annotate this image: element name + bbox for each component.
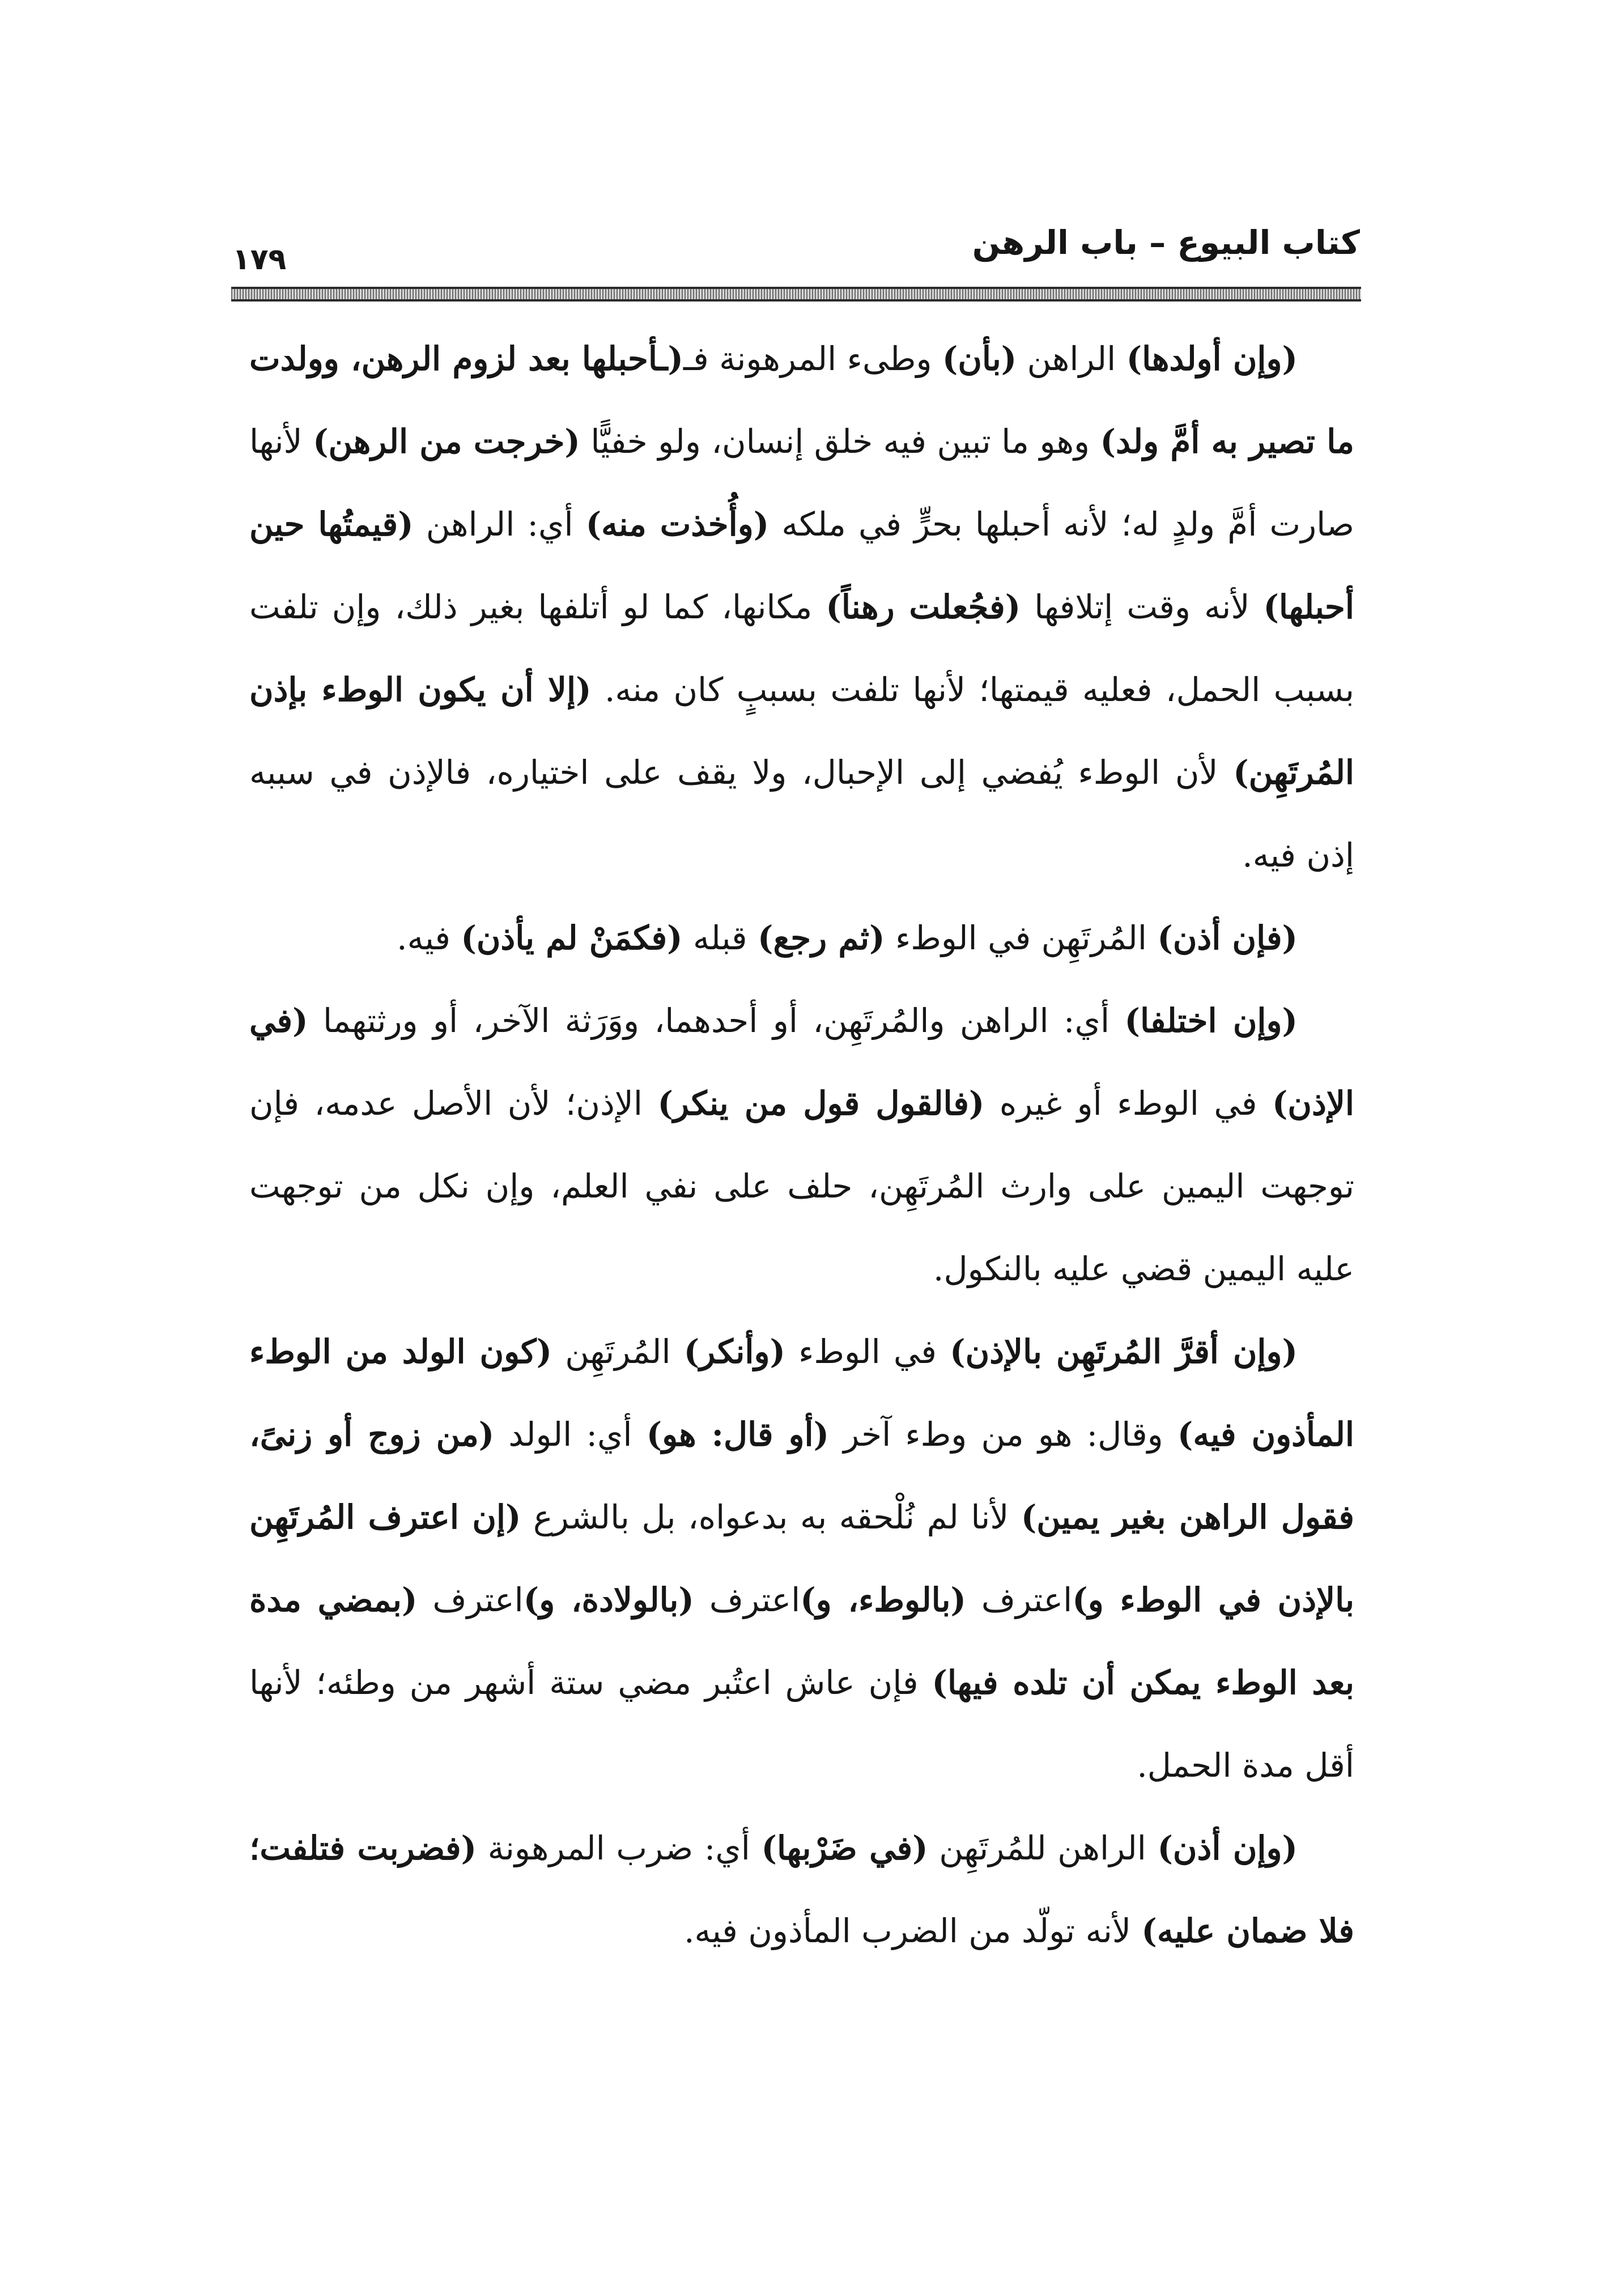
commentary-text: لأنه تولّد من الضرب المأذون فيه.	[684, 1912, 1142, 1950]
matn-text: (فالقول قول من ينكر)	[657, 1084, 985, 1123]
running-title: كتاب البيوع – باب الرهن	[972, 223, 1360, 262]
paragraph	[249, 897, 1354, 979]
page-number: ١٧٩	[232, 243, 287, 277]
matn-text: (فجُعلت رهناً)	[826, 588, 1021, 626]
commentary-text: الراهن للمُرتَهِن	[928, 1829, 1158, 1867]
commentary-text: مكانها، كما لو أتلفها بغير ذلك، وإن تلفت بسبب الحمل، فعليه قيمتها؛ لأنها تلفت بسببٍ كان منه.	[249, 588, 1354, 709]
commentary-text: قبله	[682, 919, 758, 957]
matn-text: (أو قال: هو)	[646, 1415, 830, 1454]
matn-text: (إن اعترف المُرتَهِن بالإذن في الوطء و)	[249, 1498, 1354, 1619]
matn-text: (فضربت فتلفت؛ فلا ضمان عليه)	[249, 1829, 1354, 1950]
commentary-text: أي: ضرب المرهونة	[477, 1829, 762, 1867]
commentary-text: فيه.	[397, 919, 461, 957]
matn-text: (وأنكر)	[683, 1332, 785, 1371]
commentary-text: اعترف	[694, 1581, 801, 1619]
commentary-text: وقال: هو من وطء آخر	[829, 1415, 1177, 1454]
paragraph	[249, 1310, 1354, 1807]
paragraph	[249, 1807, 1354, 1972]
matn-text: (بالولادة، و)	[523, 1581, 694, 1619]
commentary-text: اعترف	[966, 1581, 1073, 1619]
commentary-text: فإن عاش اعتُبر مضي ستة أشهر من وطئه؛ لأنها أقل مدة الحمل.	[249, 1663, 1354, 1785]
matn-text: (في الإذن)	[249, 1001, 1355, 1123]
header-rule	[231, 287, 1361, 302]
commentary-text: لأن الوطء يُفضي إلى الإحبال، ولا يقف على اختياره، فالإذن في سببه إذن فيه.	[249, 753, 1354, 874]
commentary-text: اعترف	[417, 1581, 524, 1619]
commentary-text: وهو ما تبين فيه خلق إنسان، ولو خفيًّا	[580, 422, 1100, 461]
matn-text: (كون الولد من الوطء المأذون فيه)	[249, 1332, 1354, 1454]
commentary-text: أي: الولد	[494, 1415, 647, 1454]
commentary-text: المُرتَهِن في الوطء	[885, 919, 1158, 957]
commentary-text: وطىء المرهونة فـ	[683, 339, 942, 378]
matn-text: (بالوطء، و)	[800, 1581, 966, 1619]
commentary-text: أي: الراهن والمُرتَهِن، أو أحدهما، ووَرَثة الآخر، أو ورثتهما	[308, 1001, 1125, 1040]
matn-text: (وإن اختلفا)	[1124, 1001, 1298, 1040]
matn-text: (وإن أذن)	[1157, 1829, 1298, 1867]
matn-text: (وإن أقرَّ المُرتَهِن بالإذن)	[950, 1332, 1298, 1371]
matn-text: (فإن أذن)	[1157, 919, 1298, 957]
page-header	[232, 220, 1360, 288]
matn-text: (من زوج أو زنىً، فقول الراهن بغير يمين)	[249, 1415, 1354, 1536]
matn-text: (وإن أولدها)	[1126, 339, 1298, 378]
matn-text: (بمضي مدة بعد الوطء يمكن أن تلده فيها)	[249, 1581, 1354, 1702]
matn-text: (في ضَرْبها)	[761, 1829, 928, 1867]
commentary-text: لأنه وقت إتلافها	[1021, 588, 1264, 626]
commentary-text: لأنها صارت أمَّ ولدٍ له؛ لأنه أحبلها بحرٍّ في ملكه	[249, 422, 1355, 543]
matn-text: (ـأحبلها بعد لزوم الرهن، وولدت ما تصير به أمَّ ولد)	[249, 339, 1354, 461]
matn-text: (ثم رجع)	[758, 919, 885, 957]
matn-text: (خرجت من الرهن)	[313, 422, 580, 461]
commentary-text: الإذن؛ لأن الأصل عدمه، فإن توجهت اليمين على وارث المُرتَهِن، حلف على نفي العلم، وإن نكل من توجهت عليه اليمين قضي عليه بالنكول.	[249, 1084, 1354, 1288]
commentary-text: الراهن	[1017, 339, 1126, 378]
matn-text: (بأن)	[942, 339, 1017, 378]
commentary-text: في الوطء	[785, 1332, 950, 1371]
matn-text: (فكمَنْ لم يأذن)	[461, 919, 683, 957]
commentary-text: أي: الراهن	[413, 505, 586, 543]
commentary-text: في الوطء أو غيره	[984, 1084, 1272, 1123]
commentary-text: لأنا لم نُلْحقه به بدعواه، بل بالشرع	[521, 1498, 1021, 1536]
matn-text: (إلا أن يكون الوطء بإذن المُرتَهِن)	[249, 670, 1354, 792]
paragraph	[249, 317, 1354, 897]
paragraph	[249, 979, 1354, 1310]
matn-text: (قيمتُها حين أحبلها)	[249, 505, 1355, 626]
matn-text: (وأُخذت منه)	[585, 505, 770, 543]
commentary-text: المُرتَهِن	[552, 1332, 684, 1371]
body-text	[249, 317, 1354, 1972]
